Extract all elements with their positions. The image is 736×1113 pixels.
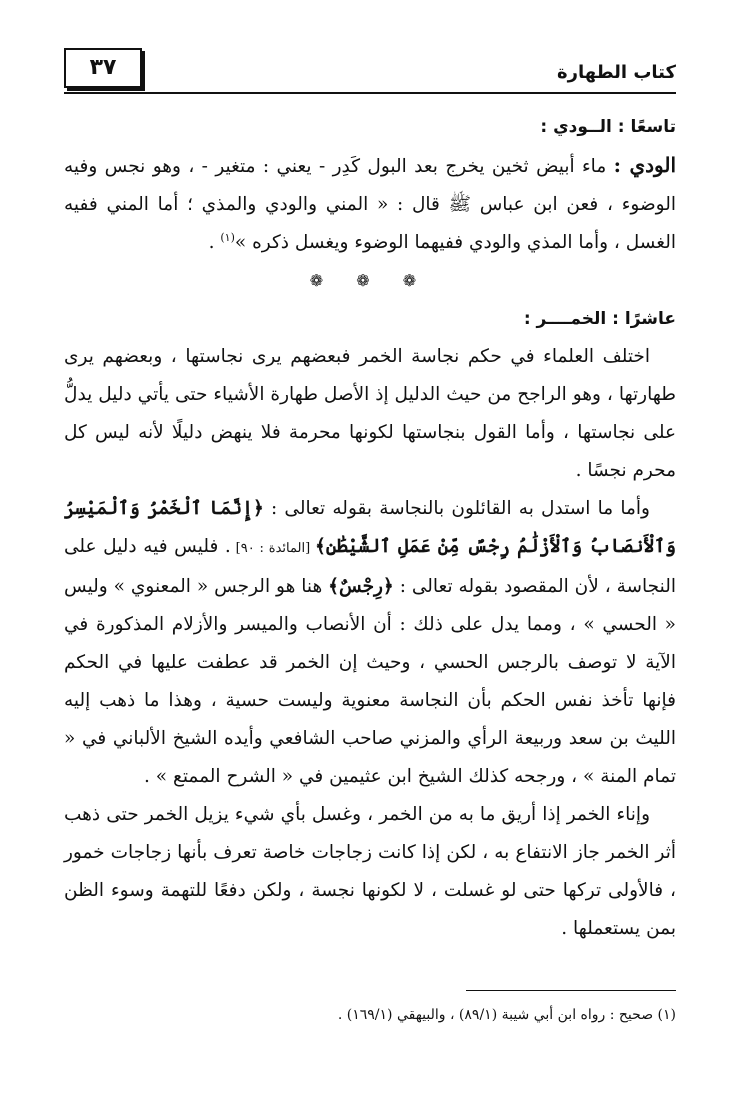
quran-verse: ﴿إِنَّمَا ٱلْخَمْرُ وَٱلْمَيْسِرُ وَٱلْأَنصَابُ وَٱلْأَزْلَٰمُ رِجْسٌ مِّنْ عَمَلِ ٱلشَّيْطَٰنِ﴾ bbox=[64, 498, 676, 557]
wadi-text-end: . bbox=[208, 232, 221, 253]
verse-reference: [المائدة : ٩٠] bbox=[230, 541, 316, 556]
footnote-ref: (١) bbox=[220, 230, 235, 244]
section-heading-khamr: عاشرًا : الخمــــر : bbox=[523, 309, 676, 329]
paragraph-khamr-2 bbox=[64, 490, 676, 796]
section-heading-wadi: تاسعًا : الــودي : bbox=[540, 117, 676, 137]
paragraph-wadi bbox=[64, 146, 676, 262]
page-body bbox=[64, 108, 676, 948]
khamr2-mid: . فليس فيه دليل على النجاسة ، لأن المقصود بقوله تعالى : bbox=[64, 536, 676, 597]
khamr2-rest: هنا هو الرجس « المعنوي » وليس « الحسي » ، ومما يدل على ذلك : أن الأنصاب والميسر والأزلام المذكورة في الآية لا توصف بالرجس الحسي ، وحيث إن الخمر قد عطفت عليها في الحكم فإنها تأخذ نفس الحكم بأن النجاسة معنوية وليست حسية ، وهذا ما ذهب إليه الليث بن سعد وربيعة الرأي والمزني صاحب الشافعي وأيده الشيخ الألباني في « تمام المنة » ، ورجحه كذلك الشيخ ابن عثيمين في « الشرح الممتع » . bbox=[64, 576, 676, 787]
wadi-text: ماء أبيض ثخين يخرج بعد البول كَدِر - يعني : متغير - ، وهو نجس وفيه الوضوء ، فعن ابن عباس ﷺ قال : « المني والودي والمذي ؛ أما المني ففيه الغسل ، وأما المذي والودي ففيهما الوضوء ويغسل ذكره » bbox=[64, 156, 676, 253]
header-rule bbox=[64, 92, 676, 94]
page-number: ٣٧ bbox=[64, 48, 142, 88]
paragraph-khamr-3: وإناء الخمر إذا أريق ما به من الخمر ، وغسل بأي شيء يزيل الخمر حتى ذهب أثر الخمر جاز الانتفاع به ، لكن إذا كانت زجاجات خاصة تعرف بأنها زجاجات خمور ، فالأولى تركها حتى لو غسلت ، لا لكونها نجسة ، ولكن دفعًا للتهمة وسوء الظن بمن يستعملها . bbox=[64, 804, 676, 939]
paragraph-khamr-1: اختلف العلماء في حكم نجاسة الخمر فبعضهم يرى نجاستها ، وبعضهم يرى طهارتها ، وهو الراجح من حيث الدليل إذ الأصل طهارة الأشياء حتى يأتي دليل يدلُّ على نجاستها ، وأما القول بنجاستها لكونها محرمة فلا ينهض دليلًا لأنه ليس كل محرم نجسًا . bbox=[64, 346, 676, 481]
footnote-rule bbox=[466, 990, 676, 991]
book-title: كتاب الطهارة bbox=[556, 62, 676, 83]
page-header bbox=[64, 48, 676, 94]
separator-ornament: ❁ ❁ ❁ bbox=[309, 271, 431, 290]
term-wadi: الودي : bbox=[613, 153, 676, 177]
khamr2-intro: وأما ما استدل به القائلون بالنجاسة بقوله تعالى : bbox=[263, 498, 650, 519]
quran-word: ﴿رِجْسٌ﴾ bbox=[328, 576, 394, 597]
footnote: (١) صحيح : رواه ابن أبي شيبة (٨٩/١) ، والبيهقي (١٦٩/١) . bbox=[337, 1007, 676, 1023]
